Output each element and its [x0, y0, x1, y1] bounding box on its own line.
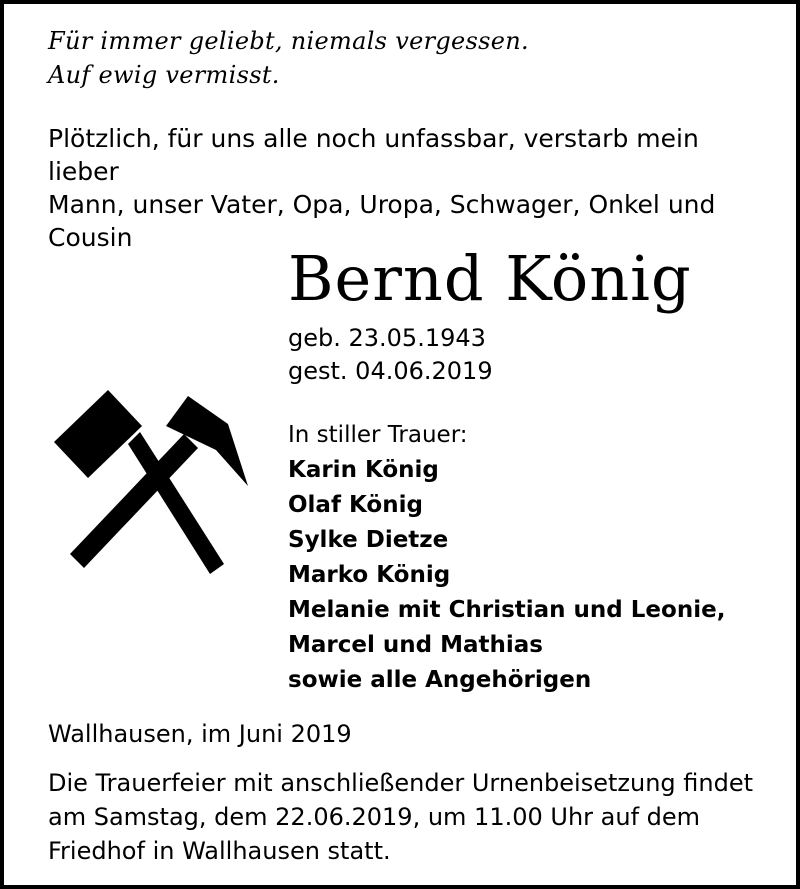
ceremony-line: am Samstag, dem 22.06.2019, um 11.00 Uhr auf dem [48, 803, 701, 831]
announcement-line: Cousin [48, 223, 133, 252]
mourner-name: sowie alle Angehörigen [288, 667, 592, 693]
mourner-name: Marcel und Mathias [288, 632, 543, 658]
memorial-quote [48, 24, 529, 92]
hammer-and-pick-icon [48, 386, 260, 582]
mourners-heading: In stiller Trauer: [288, 422, 468, 448]
life-dates [288, 322, 493, 388]
mourner-name: Marko König [288, 562, 451, 588]
deceased-name: Bernd König [288, 242, 692, 315]
hammer-head [54, 390, 142, 478]
quote-line: Auf ewig vermisst. [48, 61, 280, 89]
mourner-name: Sylke Dietze [288, 527, 449, 553]
announcement-line: Plötzlich, für uns alle noch unfassbar, verstarb mein lieber [48, 124, 699, 186]
mourners-list [288, 418, 725, 698]
quote-line: Für immer geliebt, niemals vergessen. [48, 27, 529, 55]
death-date: gest. 04.06.2019 [288, 357, 493, 385]
ceremony-info [48, 766, 778, 868]
birth-date: geb. 23.05.1943 [288, 324, 486, 352]
mourner-name: Olaf König [288, 492, 423, 518]
announcement-line: Mann, unser Vater, Opa, Uropa, Schwager, Onkel und [48, 190, 716, 219]
announcement-text [48, 122, 768, 254]
ceremony-line: Die Trauerfeier mit anschließender Urnenbeisetzung findet [48, 769, 754, 797]
ceremony-line: Friedhof in Wallhausen statt. [48, 837, 391, 865]
place-and-date: Wallhausen, im Juni 2019 [48, 720, 352, 748]
mourner-name: Melanie mit Christian und Leonie, [288, 597, 726, 623]
mourner-name: Karin König [288, 457, 439, 483]
